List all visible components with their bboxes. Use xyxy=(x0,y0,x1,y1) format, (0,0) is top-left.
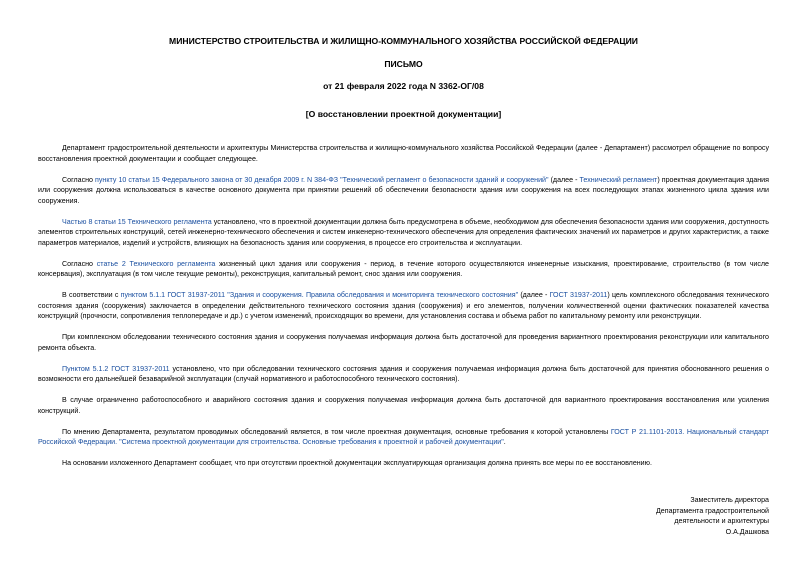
document-type: ПИСЬМО xyxy=(384,59,423,69)
paragraph-text: установлено, что в проектной документации должна быть предусмотрена в объеме, необходимом для обеспечения безопасности здания или сооружения, доступность элементов строительных конструкций, сетей инженерно-технического обеспечения и систем инженерно-технического обеспечения для определения фактических значений их параметров и других характеристик, а также параметров материалов, изделий и устройств, влияющих на безопасность здания или сооружения, в процессе его строительства и эксплуатации. xyxy=(38,217,769,247)
paragraph-text: ) цель комплексного обследования технического состояния здания (сооружения) заключается в определении действительного технического состояния здания (сооружения) и его элементов, получении количественной оценки фактических показателей качества конструкций (прочности, сопротивления теплопередаче и др.) с учетом изменений, происходящих во времени, для установления состава и объема работ по капитальному ремонту или реконструкции. xyxy=(38,291,769,320)
paragraph-text: В соответствии с xyxy=(62,291,121,299)
document-date-number: от 21 февраля 2022 года N 3362-ОГ/08 xyxy=(323,81,484,91)
paragraph-text: установлено, что при обследовании технического состояния здания и сооружения получаемая информация должна быть достаточной для принятия обоснованного решения о возможности его дальнейшей безаварийной эксплуатации (случай нормативного и работоспособного технического состояния). xyxy=(38,364,770,383)
paragraph-text: По мнению Департамента, результатом проводимых обследований является, в том числе проектная документация, основные требования к которой установлены xyxy=(62,427,611,436)
link-gost-5-1-2[interactable]: Пунктом 5.1.2 ГОСТ 31937-2011 xyxy=(62,364,170,373)
paragraph-text: . xyxy=(503,438,506,446)
paragraph-text: (далее - xyxy=(518,291,550,299)
paragraph-3 xyxy=(38,217,769,249)
paragraph-text: В случае ограниченно работоспособного и аварийного состояния здания и сооружения получаемая информация должна быть достаточной для вариантного проектирования восстановления или усиления конструкций. xyxy=(38,396,769,415)
signature-name: О.А.Дашкова xyxy=(725,527,769,536)
link-gost-r-21-1101[interactable]: ГОСТ Р 21.1101-2013. Национальный стандарт Российской Федерации. "Система проектной документации для строительства. Основные требования к проектной и рабочей документации" xyxy=(38,427,769,446)
link-gost-31937[interactable]: ГОСТ 31937-2011 xyxy=(549,291,608,299)
paragraph-text: Согласно xyxy=(62,175,96,184)
ministry-name: МИНИСТЕРСТВО СТРОИТЕЛЬСТВА И ЖИЛИЩНО-КОММУНАЛЬНОГО ХОЗЯЙСТВА РОССИЙСКОЙ ФЕДЕРАЦИИ xyxy=(169,36,638,46)
paragraph-7 xyxy=(38,364,769,385)
signature-department: Департамента градостроительной xyxy=(655,506,769,515)
signature-block xyxy=(656,495,769,537)
link-gost-5-1-1[interactable]: пунктом 5.1.1 ГОСТ 31937-2011 "Здания и сооружения. Правила обследования и мониторинга технического состояния" xyxy=(120,291,519,299)
signature-position: Заместитель директора xyxy=(690,496,769,504)
paragraph-10 xyxy=(38,458,769,469)
paragraph-text: ) проектная документация здания или сооружения должна использоваться в качестве основного документа при принятии решений об обеспечении безопасности здания или сооружения на всех последующих этапах жизненного цикла здания или сооружения. xyxy=(38,175,769,205)
paragraph-text: Согласно xyxy=(62,259,97,268)
paragraph-9 xyxy=(38,427,769,448)
link-tech-regulation[interactable]: Технический регламент xyxy=(579,175,658,184)
link-article-2[interactable]: статье 2 Технического регламента xyxy=(96,259,216,268)
document-subject: [О восстановлении проектной документации] xyxy=(305,109,502,119)
paragraph-4 xyxy=(38,259,769,280)
paragraph-6 xyxy=(38,332,769,353)
paragraph-text: Департамент градостроительной деятельности и архитектуры Министерства строительства и жилищно-коммунального хозяйства Российской Федерации (далее - Департамент) рассмотрел обращение по вопросу восстановления проектной документации и сообщает следующее. xyxy=(38,144,769,163)
paragraph-2 xyxy=(38,175,769,207)
link-law-384fz[interactable]: пункту 10 статьи 15 Федерального закона от 30 декабря 2009 г. N 384-ФЗ "Технический регламент о безопасности зданий и сооружений" xyxy=(95,175,549,184)
paragraph-text: (далее - xyxy=(548,175,580,184)
link-part-8-article-15[interactable]: Частью 8 статьи 15 Технического регламента xyxy=(62,217,212,226)
paragraph-text: При комплексном обследовании технического состояния здания и сооружения получаемая информация должна быть достаточной для проведения вариантного проектирования реконструкции или капитального ремонта объекта. xyxy=(38,333,769,352)
paragraph-text: На основании изложенного Департамент сообщает, что при отсутствии проектной документации эксплуатирующая организация должна принять все меры по ее восстановлению. xyxy=(62,459,652,467)
paragraph-1 xyxy=(38,143,769,164)
paragraph-text: жизненный цикл здания или сооружения - период, в течение которого осуществляются инженерные изыскания, проектирование, строительство (в том числе консервация), эксплуатация (в том числе текущие ремонты), реконструкция, капитальный ремонт, снос здания или сооружения. xyxy=(38,259,769,278)
signature-department-cont: деятельности и архитектуры xyxy=(674,517,769,525)
paragraph-8 xyxy=(38,395,769,416)
paragraph-5 xyxy=(38,290,769,322)
